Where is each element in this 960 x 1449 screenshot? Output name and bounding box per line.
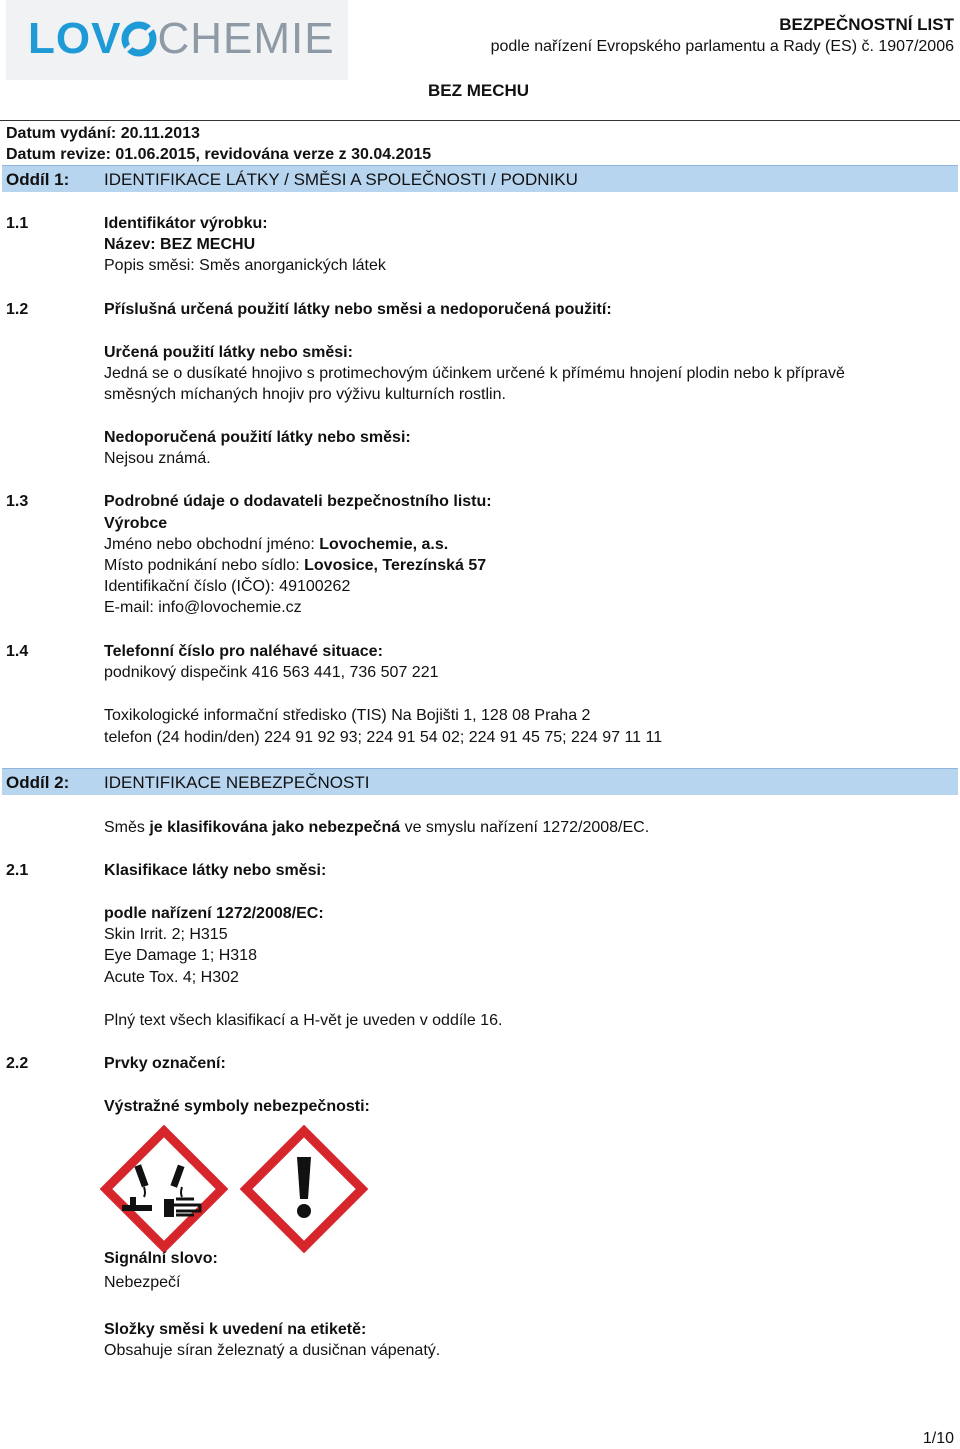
identified-uses-heading: Určená použití látky nebo směsi: — [104, 344, 353, 361]
corrosion-icon — [100, 1125, 228, 1253]
subsection-1-2-heading: Příslušná určená použití látky nebo směsi a nedoporučená použití: — [104, 301, 612, 318]
signal-word: Nebezpečí — [104, 1274, 181, 1291]
subsection-1-4-heading: Telefonní číslo pro naléhavé situace: — [104, 643, 383, 660]
logo-o-icon — [121, 21, 157, 57]
identified-uses-line1: Jedná se o dusíkaté hnojivo s protimechovým účinkem určené k přímému hnojení plodin nebo k přípravě — [104, 365, 845, 382]
statement-part1: Směs — [104, 819, 150, 836]
tis-address: Toxikologické informační středisko (TIS) Na Bojišti 1, 128 08 Praha 2 — [104, 707, 591, 724]
subsection-2-2-num: 2.2 — [6, 1055, 29, 1072]
header-divider — [0, 120, 960, 121]
page-number: 1/10 — [922, 1430, 954, 1447]
subsection-1-4-num: 1.4 — [6, 643, 29, 660]
full-text-note: Plný text všech klasifikací a H-vět je uveden v oddíle 16. — [104, 1012, 503, 1029]
exclamation-mark-icon — [240, 1125, 368, 1253]
producer-label: Výrobce — [104, 515, 168, 532]
supplier-ico: Identifikační číslo (IČO): 49100262 — [104, 578, 351, 595]
subsection-1-3-heading: Podrobné údaje o dodavateli bezpečnostního listu: — [104, 493, 492, 510]
mixture-description: Popis směsi: Směs anorganických látek — [104, 257, 386, 274]
supplier-seat-value: Lovosice, Terezínská 57 — [304, 557, 487, 574]
supplier-seat — [104, 555, 486, 576]
subsection-1-1-num: 1.1 — [6, 215, 29, 232]
signal-word-heading: Signální slovo: — [104, 1250, 218, 1267]
supplier-seat-label: Místo podnikání nebo sídlo: — [104, 557, 305, 574]
doc-type: BEZPEČNOSTNÍ LIST — [779, 15, 954, 34]
classification-item: Acute Tox. 4; H302 — [104, 969, 239, 986]
classification-item: Skin Irrit. 2; H315 — [104, 926, 228, 943]
section-1-label: Oddíl 1: — [6, 170, 70, 189]
logo-text-part1: LOV — [28, 14, 122, 63]
tis-phone: telefon (24 hodin/den) 224 91 92 93; 224 91 54 02; 224 91 45 75; 224 97 11 11 — [104, 729, 663, 746]
supplier-name-label: Jméno nebo obchodní jméno: — [104, 536, 320, 553]
section-1-title: IDENTIFIKACE LÁTKY / SMĚSI A SPOLEČNOSTI / PODNIKU — [104, 170, 578, 189]
subsection-1-1-heading: Identifikátor výrobku: — [104, 215, 268, 232]
section-2-label: Oddíl 2: — [6, 773, 70, 792]
product-name: Název: BEZ MECHU — [104, 236, 256, 253]
company-logo — [6, 0, 348, 80]
classification-statement — [104, 817, 649, 838]
symbols-heading: Výstražné symboly nebezpečnosti: — [104, 1098, 370, 1115]
subsection-2-2-heading: Prvky označení: — [104, 1055, 226, 1072]
identified-uses-line2: směsných míchaných hnojiv pro výživu kulturních rostlin. — [104, 386, 506, 403]
components-heading: Složky směsi k uvedení na etiketě: — [104, 1321, 367, 1338]
subsection-1-2-num: 1.2 — [6, 301, 29, 318]
section-2-title: IDENTIFIKACE NEBEZPEČNOSTI — [104, 773, 370, 792]
dispatch-phone: podnikový dispečink 416 563 441, 736 507 221 — [104, 664, 439, 681]
statement-part2: ve smyslu nařízení 1272/2008/EC. — [400, 819, 650, 836]
subsection-1-3-num: 1.3 — [6, 493, 29, 510]
not-recommended-heading: Nedoporučená použití látky nebo směsi: — [104, 429, 411, 446]
not-recommended-text: Nejsou známá. — [104, 450, 211, 467]
regulation: podle nařízení Evropského parlamentu a Rady (ES) č. 1907/2006 — [490, 38, 954, 55]
product-title: BEZ MECHU — [428, 81, 530, 100]
issue-date: Datum vydání: 20.11.2013 — [6, 125, 200, 142]
revision-date: Datum revize: 01.06.2015, revidována verze z 30.04.2015 — [6, 146, 432, 163]
subsection-2-1-num: 2.1 — [6, 862, 29, 879]
supplier-name-value: Lovochemie, a.s. — [319, 536, 449, 553]
section-2-header — [2, 768, 958, 795]
logo-text-part2: CHEMIE — [157, 14, 335, 63]
supplier-email[interactable]: E-mail: info@lovochemie.cz — [104, 599, 302, 616]
subsection-2-1-heading: Klasifikace látky nebo směsi: — [104, 862, 327, 879]
section-1-header — [2, 165, 958, 192]
classification-item: Eye Damage 1; H318 — [104, 947, 257, 964]
supplier-name — [104, 534, 448, 555]
regulation-heading: podle nařízení 1272/2008/EC: — [104, 905, 324, 922]
components-text: Obsahuje síran železnatý a dusičnan vápenatý. — [104, 1342, 441, 1359]
statement-bold: je klasifikována jako nebezpečná — [149, 819, 401, 836]
